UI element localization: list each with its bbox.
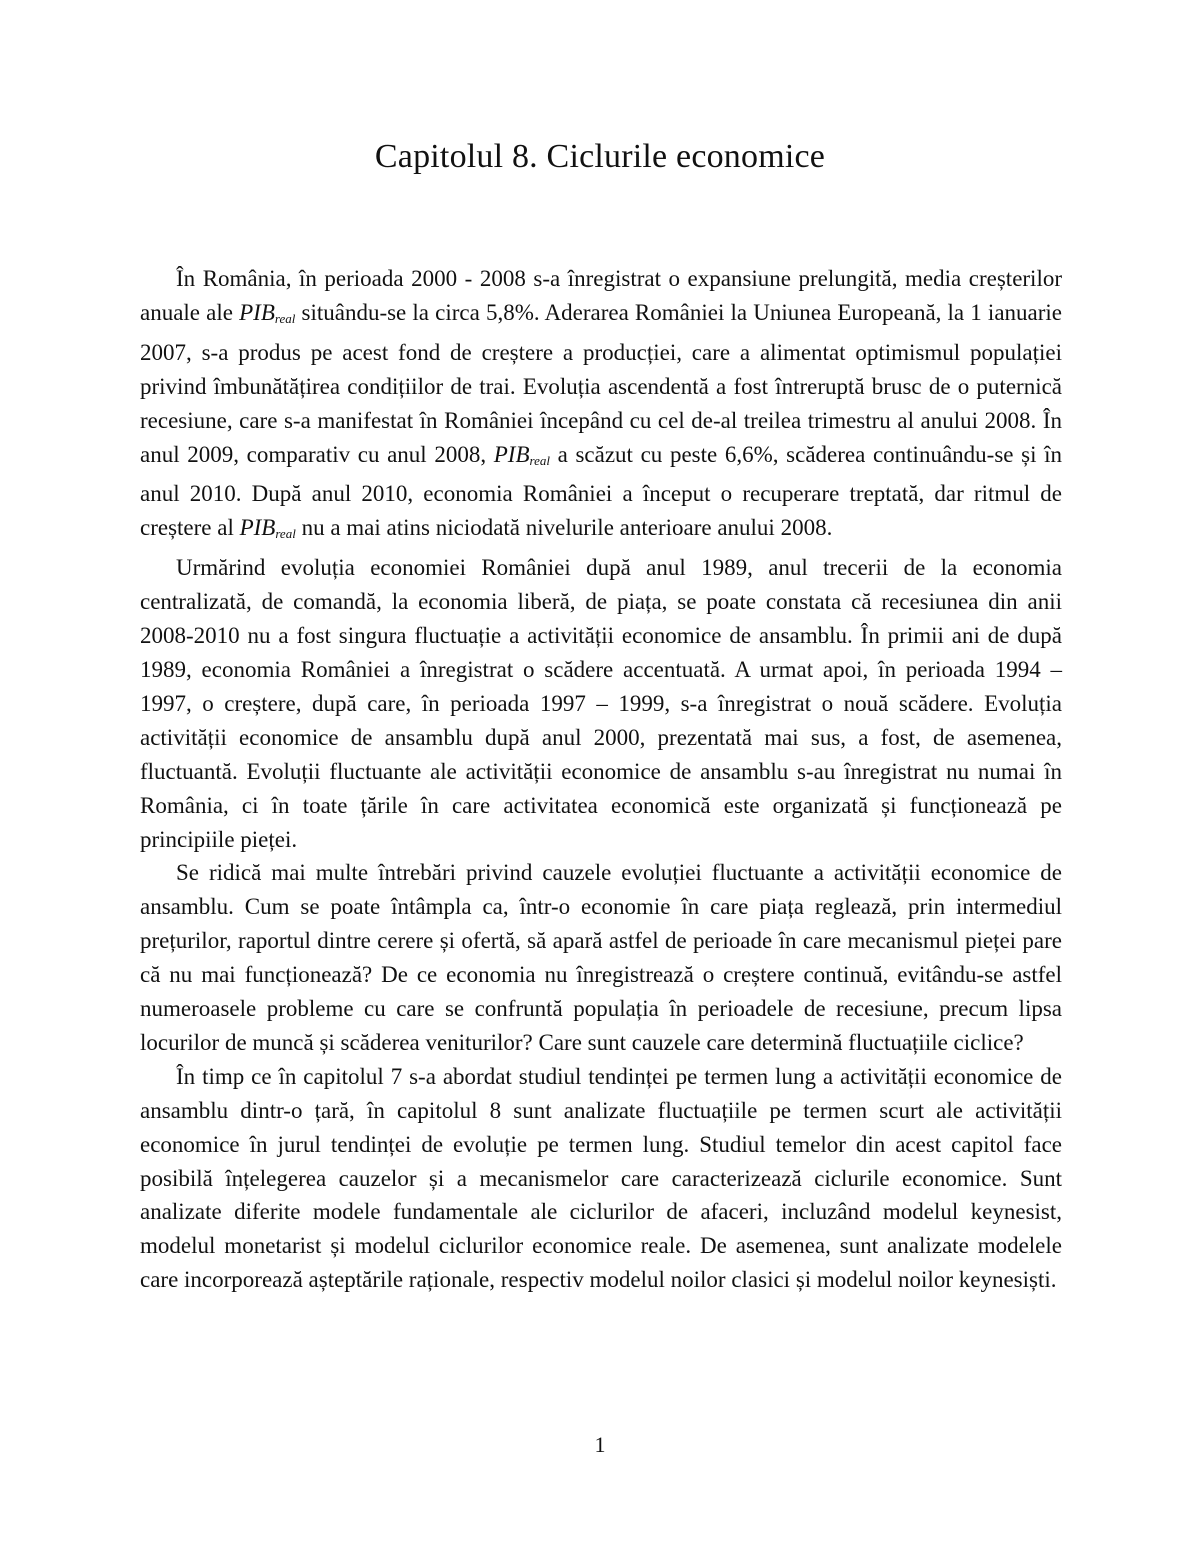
pib-subscript: real — [529, 452, 550, 468]
pib-real-term-3 — [240, 515, 296, 540]
paragraph-1-text-a: În România, în perioada 2000 - 2008 s-a înregistrat o expansiune prelungită, media creșterilor anuale ale — [140, 266, 1062, 325]
pib-real-term-1 — [239, 300, 295, 325]
chapter-title: Capitolul 8. Ciclurile economice — [374, 138, 826, 175]
paragraph-1-text-c: a scăzut cu peste 6,6%, scăderea continuându-se și în anul 2010. După anul 2010, economia României a început o recuperare treptată, dar ritmul de creștere al — [140, 441, 1062, 541]
pib-label: PIB — [239, 299, 275, 325]
pib-real-term-2 — [494, 442, 550, 467]
document-body — [140, 262, 1062, 1297]
paragraph-2: Urmărind evoluția economiei României după anul 1989, anul trecerii de la economia centralizată, de comandă, la economia liberă, de piața, se poate constata că recesiunea din anii 2008-2010 nu a fost singura fluctuație a activității economice de ansamblu. În primii ani de după 1989, economia României a înregistrat o scădere accentuată. A urmat apoi, în perioada 1994 – 1997, o creștere, după care, în perioada 1997 – 1999, s-a înregistrat o nouă scădere. Evoluția activității economice de ansamblu după anul 2000, prezentată mai sus, a fost, de asemenea, fluctuantă. Evoluții fluctuante ale activității economice de ansamblu s-au înregistrat nu numai în România, ci în toate țările în care activitatea economică este organizată și funcționează pe principiile pieței. — [140, 555, 1062, 852]
paragraph-3: Se ridică mai multe întrebări privind cauzele evoluției fluctuante a activității economice de ansamblu. Cum se poate întâmpla ca, într-o economie în care piața reglează, prin intermediul prețurilor, raportul dintre cerere și ofertă, să apară astfel de perioade în care mecanismul pieței pare că nu mai funcționează? De ce economia nu înregistrează o creștere continuă, evitându-se astfel numeroasele probleme cu care se confruntă populația în perioadele de recesiune, precum lipsa locurilor de muncă și scăderea veniturilor? Care sunt cauzele care determină fluctuațiile ciclice? — [140, 860, 1062, 1055]
pib-subscript: real — [274, 310, 296, 326]
page-number: 1 — [594, 1432, 606, 1457]
pib-label: PIB — [239, 515, 276, 541]
paragraph-1-text-b: situându-se la circa 5,8%. Aderarea României la Uniunea Europeană, la 1 ianuarie 2007, s-a produs pe acest fond de creștere a producției, care a alimentat optimismul populației privind îmbunătățirea condițiilor de trai. Evoluția ascendentă a fost întreruptă brusc de o puternică recesiune, care s-a manifestat în României începând cu cel de-al treilea trimestru al anului 2008. În anul 2009, comparativ cu anul 2008, — [140, 299, 1063, 467]
paragraph-1-text-d: nu a mai atins niciodată nivelurile anterioare anului 2008. — [295, 515, 833, 541]
pib-subscript: real — [275, 526, 296, 542]
paragraph-4: În timp ce în capitolul 7 s-a abordat studiul tendinței pe termen lung a activității economice de ansamblu dintr-o țară, în capitolul 8 sunt analizate fluctuațiile pe termen scurt ale activității economice în jurul tendinței de evoluție pe termen lung. Studiul temelor din acest capitol face posibilă înțelegerea cauzelor și a mecanismelor care caracterizează ciclurile economice. Sunt analizate diferite modele fundamentale ale ciclurilor de afaceri, incluzând modelul keynesist, modelul monetarist și modelul ciclurilor economice reale. De asemenea, sunt analizate modelele care incorporează așteptările raționale, respectiv modelul noilor clasici și modelul noilor keynesiști. — [140, 1063, 1062, 1293]
paragraph-1 — [140, 262, 1062, 551]
pib-label: PIB — [493, 441, 530, 467]
